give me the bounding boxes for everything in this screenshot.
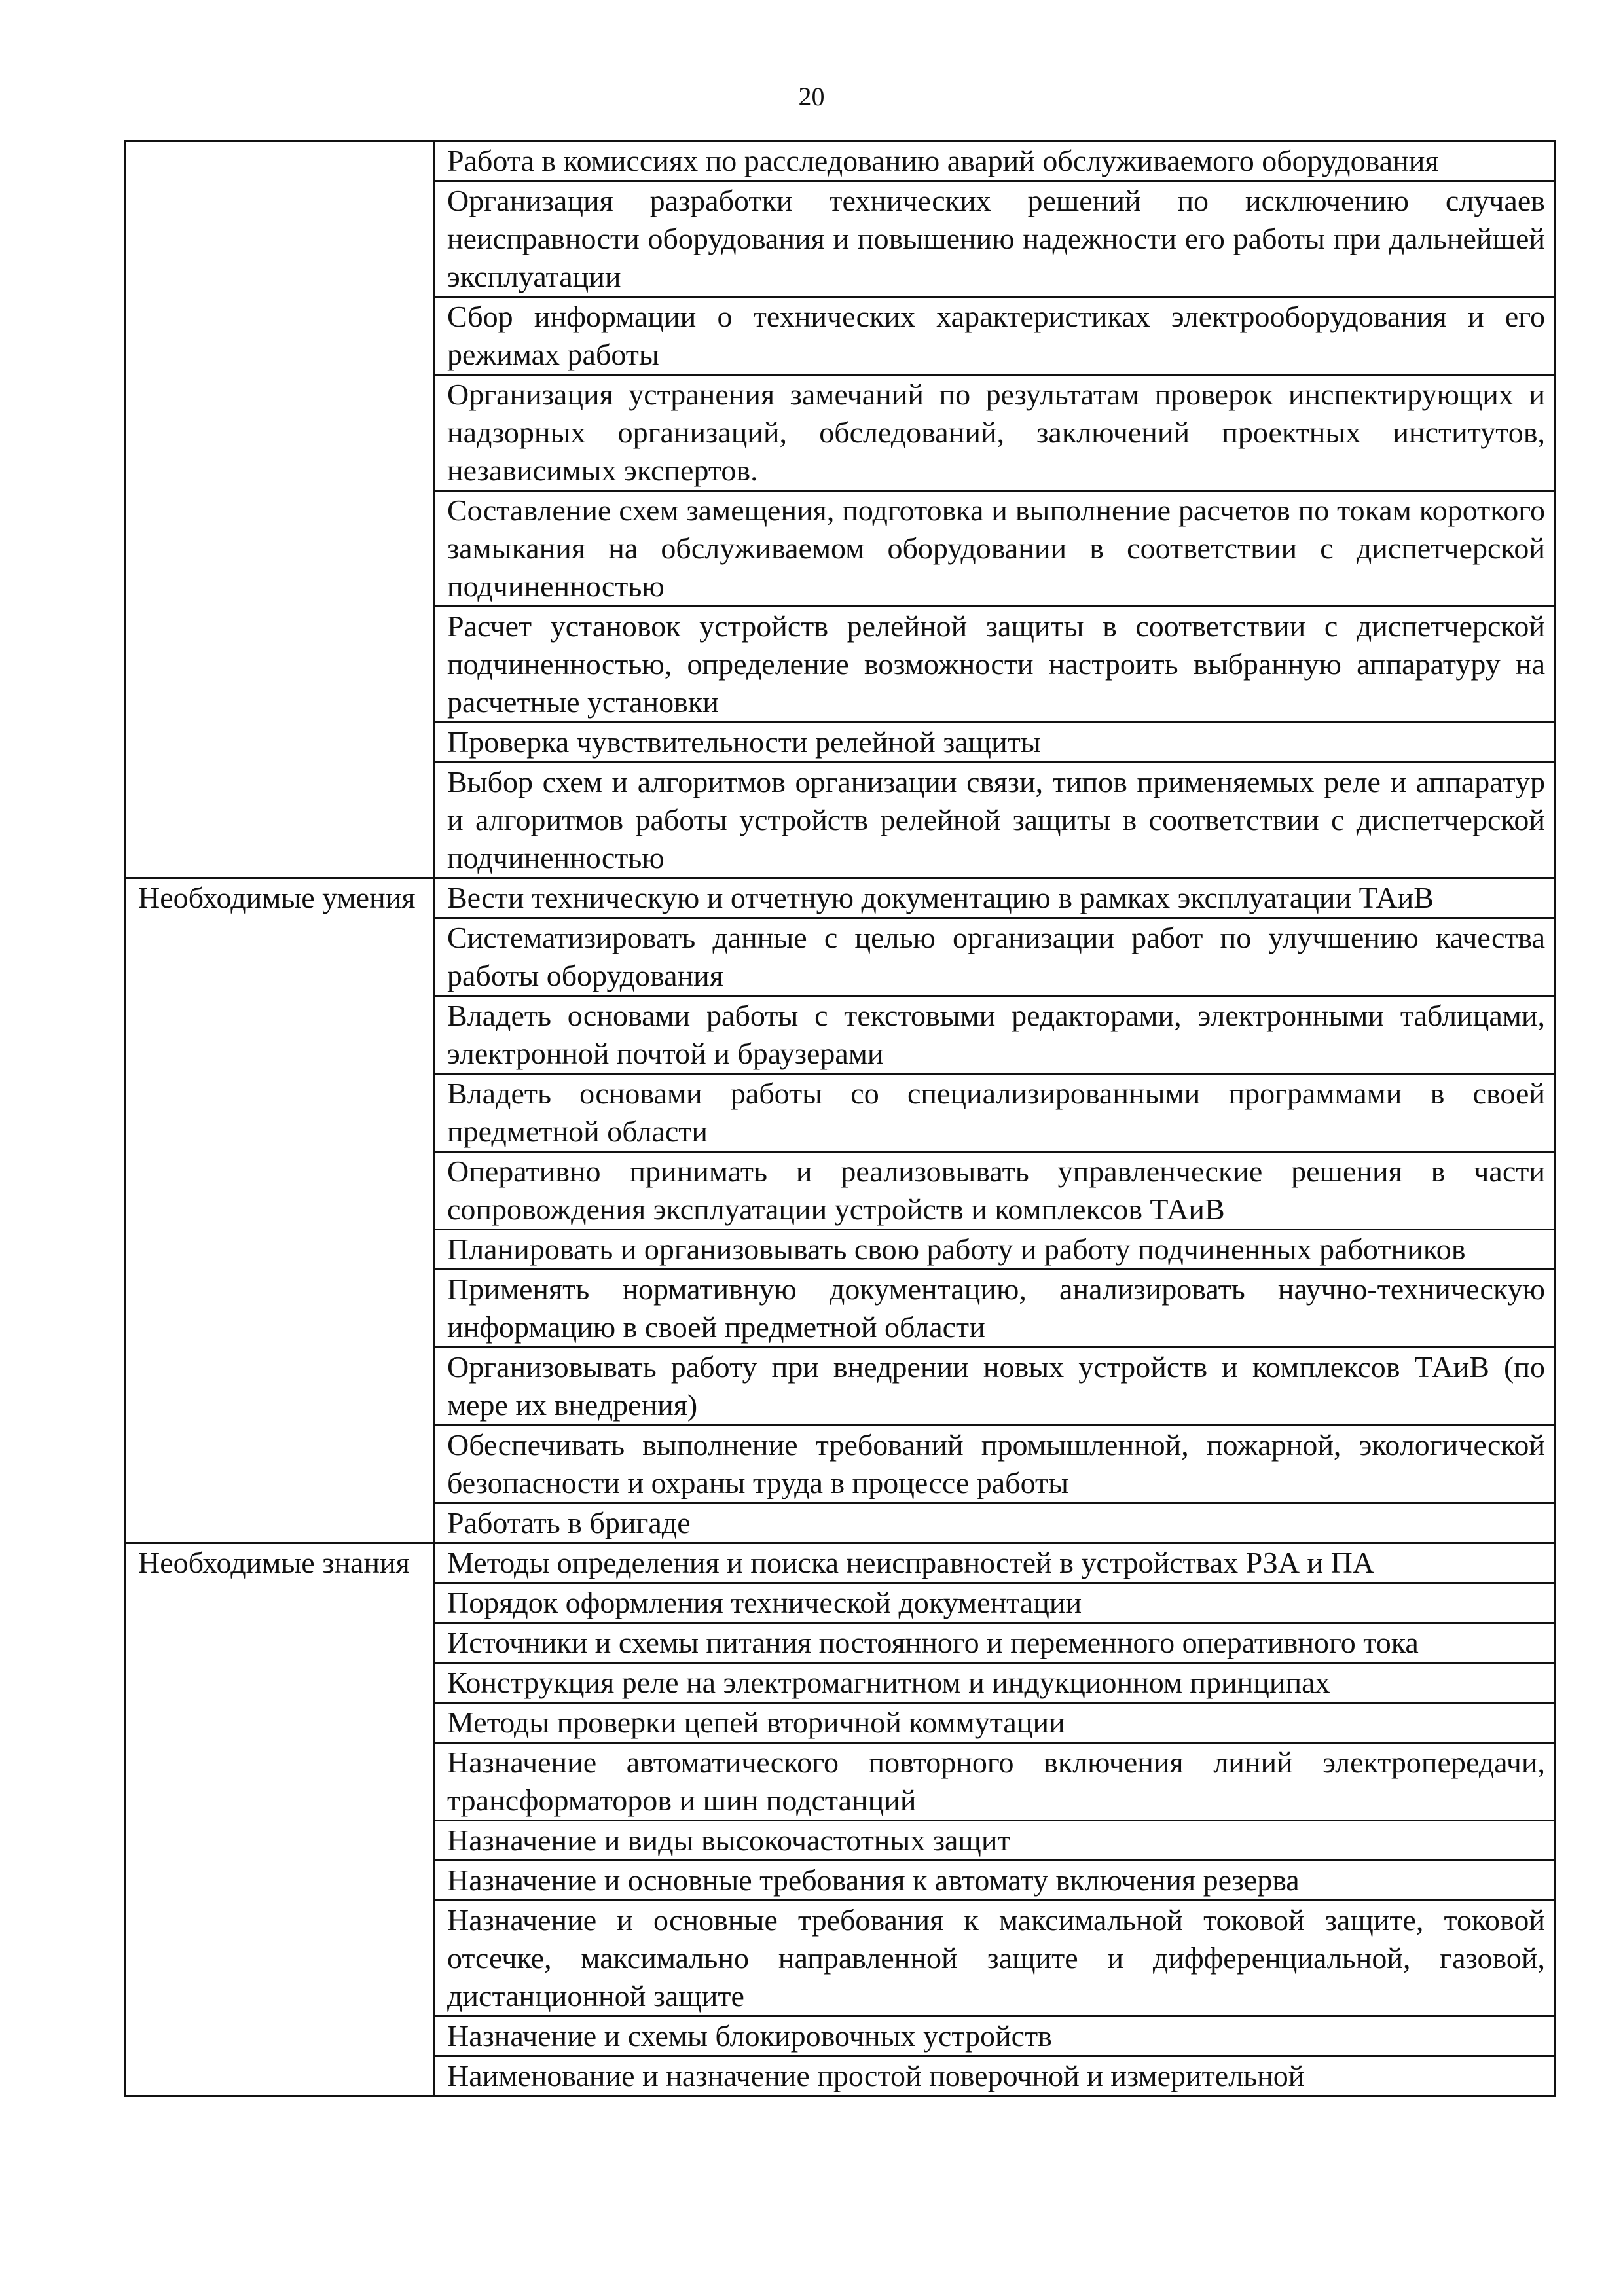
requirement-cell: Назначение и виды высокочастотных защит (435, 1821, 1556, 1861)
requirement-cell: Владеть основами работы со специализированными программами в своей предметной области (435, 1074, 1556, 1152)
requirement-cell: Назначение и основные требования к максимальной токовой защите, токовой отсечке, максимально направленной защите и дифференциальной, газовой, дистанционной защите (435, 1901, 1556, 2017)
page-number: 20 (798, 82, 825, 111)
requirement-cell: Назначение и основные требования к автомату включения резерва (435, 1861, 1556, 1901)
requirement-cell: Работать в бригаде (435, 1503, 1556, 1543)
requirement-cell: Конструкция реле на электромагнитном и индукционном принципах (435, 1663, 1556, 1703)
requirement-cell: Порядок оформления технической документации (435, 1583, 1556, 1623)
requirement-cell: Сбор информации о технических характеристиках электрооборудования и его режимах работы (435, 297, 1556, 375)
requirement-cell: Систематизировать данные с целью организации работ по улучшению качества работы оборудования (435, 918, 1556, 996)
requirement-cell: Применять нормативную документацию, анализировать научно-техническую информацию в своей предметной области (435, 1270, 1556, 1348)
requirement-cell: Составление схем замещения, подготовка и выполнение расчетов по токам короткого замыкания на обслуживаемом оборудовании в соответствии с диспетчерской подчиненностью (435, 491, 1556, 607)
requirement-cell: Организовывать работу при внедрении новых устройств и комплексов ТАиВ (по мере их внедрения) (435, 1348, 1556, 1426)
section-label: Необходимые умения (126, 878, 435, 1543)
requirement-cell: Владеть основами работы с текстовыми редакторами, электронными таблицами, электронной почтой и браузерами (435, 996, 1556, 1074)
requirement-cell: Организация устранения замечаний по результатам проверок инспектирующих и надзорных организаций, обследований, заключений проектных институтов, независимых экспертов. (435, 375, 1556, 491)
requirement-cell: Обеспечивать выполнение требований промышленной, пожарной, экологической безопасности и охраны труда в процессе работы (435, 1426, 1556, 1503)
requirement-cell: Организация разработки технических решений по исключению случаев неисправности оборудования и повышению надежности его работы при дальнейшей эксплуатации (435, 181, 1556, 297)
section-label (126, 141, 435, 878)
requirement-cell: Планировать и организовывать свою работу и работу подчиненных работников (435, 1230, 1556, 1270)
requirement-cell: Оперативно принимать и реализовывать управленческие решения в части сопровождения эксплуатации устройств и комплексов ТАиВ (435, 1152, 1556, 1230)
competency-table (124, 140, 1556, 2097)
table-row (126, 878, 1556, 918)
requirement-cell: Назначение автоматического повторного включения линий электропередачи, трансформаторов и шин подстанций (435, 1743, 1556, 1821)
requirement-cell: Вести техническую и отчетную документацию в рамках эксплуатации ТАиВ (435, 878, 1556, 918)
requirement-cell: Назначение и схемы блокировочных устройств (435, 2017, 1556, 2056)
requirement-cell: Источники и схемы питания постоянного и переменного оперативного тока (435, 1623, 1556, 1663)
requirement-cell: Расчет установок устройств релейной защиты в соответствии с диспетчерской подчиненностью, определение возможности настроить выбранную аппаратуру на расчетные установки (435, 607, 1556, 723)
requirement-cell: Проверка чувствительности релейной защиты (435, 723, 1556, 762)
requirement-cell: Методы определения и поиска неисправностей в устройствах РЗА и ПА (435, 1543, 1556, 1583)
requirement-cell: Работа в комиссиях по расследованию аварий обслуживаемого оборудования (435, 141, 1556, 181)
requirement-cell: Выбор схем и алгоритмов организации связи, типов применяемых реле и аппаратур и алгоритмов работы устройств релейной защиты в соответствии с диспетчерской подчиненностью (435, 762, 1556, 878)
table-row (126, 1543, 1556, 1583)
section-label: Необходимые знания (126, 1543, 435, 2096)
requirement-cell: Методы проверки цепей вторичной коммутации (435, 1703, 1556, 1743)
table-row (126, 141, 1556, 181)
requirement-cell: Наименование и назначение простой поверочной и измерительной (435, 2056, 1556, 2096)
